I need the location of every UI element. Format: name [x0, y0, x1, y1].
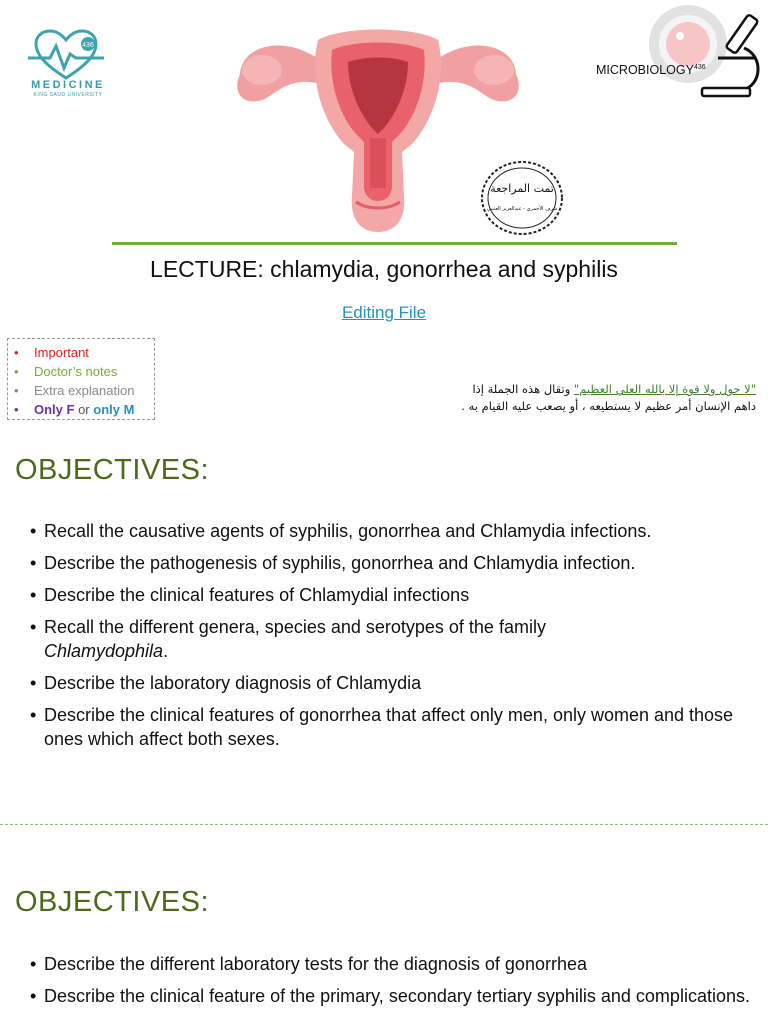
legend-extra-explanation: • Extra explanation — [14, 383, 135, 398]
medicine-wordmark: MEDICINE — [31, 79, 105, 91]
color-legend — [7, 338, 155, 420]
legend-doctors-notes: • Doctor’s notes — [14, 364, 118, 379]
objective-item: • Recall the causative agents of syphilis, gonorrhea and Chlamydia infections. — [30, 519, 750, 543]
editing-file-link[interactable]: Editing File — [341, 303, 427, 322]
objectives-list — [30, 519, 750, 759]
lecture-title: LECTURE: chlamydia, gonorrhea and syphilis — [150, 256, 618, 282]
objective-item: • Describe the clinical features of Chlamydial infections — [30, 583, 750, 607]
arabic-note: "لا حول ولا قوة إلا بالله العلي العظيم" وتقال هذه الجملة إذا داهم الإنسان أمر عظيم لا يستطيعه ، أو يصعب عليه القيام به . — [356, 381, 756, 415]
microscope-illustration — [640, 0, 768, 104]
stamp-text: تمت المراجعة — [490, 182, 554, 195]
heart-pulse-icon — [14, 28, 118, 84]
objectives-heading-2: OBJECTIVES: — [15, 886, 210, 918]
objectives-list-2 — [30, 952, 750, 1016]
slide-divider — [0, 824, 768, 825]
review-stamp — [478, 158, 566, 238]
legend-gender: • Only F or only M — [14, 402, 135, 417]
logo-number: 436 — [82, 42, 94, 49]
objective-item: • Describe the different laboratory tests for the diagnosis of gonorrhea — [30, 952, 750, 976]
objective-item: • Describe the clinical feature of the primary, secondary tertiary syphilis and complications. — [30, 984, 750, 1008]
arabic-quote: "لا حول ولا قوة إلا بالله العلي العظيم" — [573, 382, 756, 396]
course-label: MICROBIOLOGY$^{436}$ — [596, 63, 706, 77]
objective-item: • Describe the laboratory diagnosis of Chlamydia — [30, 671, 750, 695]
objective-item: • Recall the different genera, species and serotypes of the family Chlamydophila. — [30, 615, 750, 663]
legend-important: • Important — [14, 345, 89, 360]
stamp-names: شرف الأحمري - عبدالعزيز العتيبي — [486, 206, 558, 212]
objective-item: • Describe the pathogenesis of syphilis, gonorrhea and Chlamydia infection. — [30, 551, 750, 575]
university-name: KING SAUD UNIVERSITY — [33, 92, 103, 98]
arabic-note-line2: داهم الإنسان أمر عظيم لا يستطيعه ، أو يصعب عليه القيام به . — [461, 399, 756, 413]
header-divider — [112, 242, 677, 245]
objectives-heading: OBJECTIVES: — [15, 454, 210, 486]
objective-item: • Describe the clinical features of gonorrhea that affect only men, only women and those ones which affect both sexes. — [30, 703, 750, 751]
